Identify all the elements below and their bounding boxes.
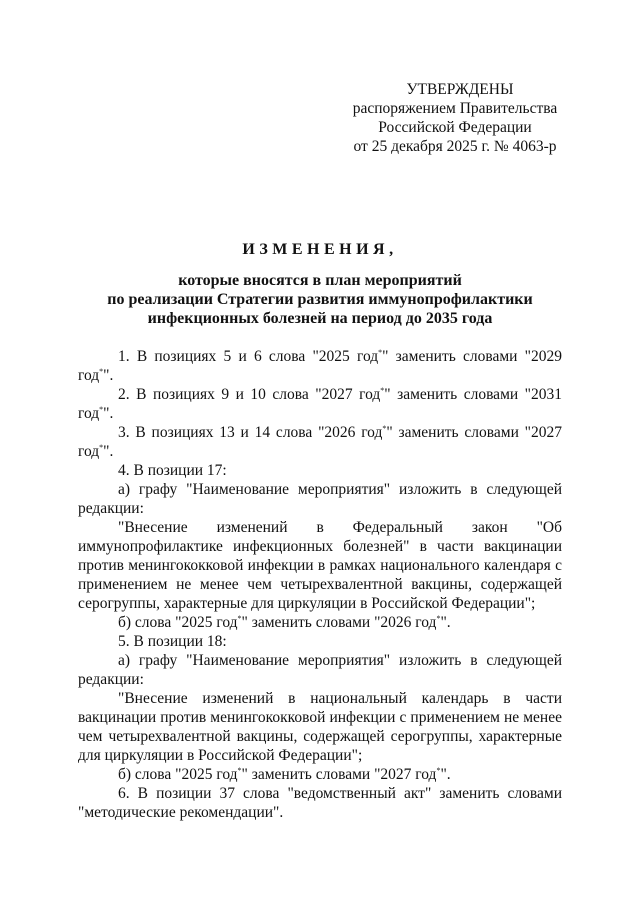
item-5-b-text-c: ". [440, 766, 451, 783]
item-2-text-a: 2. В позициях 9 и 10 слова "2027 год [118, 386, 381, 403]
item-5-b-text-a: б) слова "2025 год [118, 766, 238, 783]
item-4-a-quote: "Внесение изменений в Федеральный закон "Об иммунопрофилактике инфекционных болезней" в части вакцинации против менингококковой инфекции в рамках национального календаря с применением не менее чем четырехвалентной вакцины, содержащей серогруппы, характерные для циркуляции в Российской Федерации"; [78, 519, 562, 612]
item-4-b-text-c: ". [440, 614, 451, 631]
title-sub-2: по реализации Стратегии развития иммунопрофилактики [107, 291, 533, 308]
title-sub-3: инфекционных болезней на период до 2035 года [147, 310, 493, 327]
item-4: 4. В позиции 17: [118, 462, 227, 479]
footnote-mark: * [99, 404, 104, 414]
footnote-mark: * [436, 613, 441, 623]
footnote-mark: * [99, 366, 104, 376]
item-5-a-quote: "Внесение изменений в национальный календарь в части вакцинации против менингококковой инфекции с применением не менее чем четырехвалентной вакцины, содержащей серогруппы, характерные для циркуляции в Российской Федерации"; [78, 690, 562, 764]
item-3-text-c: ". [103, 443, 114, 460]
item-2-text-b: " заменить словами "2031 год [78, 386, 562, 422]
item-5-a: а) графу "Наименование мероприятия" изложить в следующей редакции: [78, 652, 562, 688]
item-4-b-text-a: б) слова "2025 год [118, 614, 238, 631]
footnote-mark: * [380, 385, 385, 395]
approval-block [340, 80, 570, 156]
footnote-mark: * [378, 347, 383, 357]
title-main: ИЗМЕНЕНИЯ, [242, 241, 398, 258]
item-5-b-text-b: " заменить словами "2027 год [241, 766, 437, 783]
footnote-mark: * [382, 423, 387, 433]
item-1-text-c: ". [103, 367, 114, 384]
item-5: 5. В позиции 18: [118, 633, 227, 650]
approval-heading: УТВЕРЖДЕНЫ [406, 81, 514, 98]
item-6: 6. В позиции 37 слова "ведомственный акт" заменить словами "методические рекомендации". [78, 785, 562, 821]
document-body [78, 347, 562, 822]
item-4-b-text-b: " заменить словами "2026 год [241, 614, 437, 631]
item-3-text-b: " заменить словами "2027 год [78, 424, 562, 460]
item-2 [78, 385, 562, 423]
approval-line-1: распоряжением Правительства [352, 100, 558, 117]
approval-line-3: от 25 декабря 2025 г. № 4063-р [353, 138, 557, 155]
item-4-b [78, 613, 562, 632]
footnote-mark: * [436, 765, 441, 775]
footnote-mark: * [99, 442, 104, 452]
item-3-text-a: 3. В позициях 13 и 14 слова "2026 год [118, 424, 383, 441]
item-5-b [78, 765, 562, 784]
item-3 [78, 423, 562, 461]
footnote-mark: * [237, 765, 242, 775]
title-sub-1: которые вносятся в план мероприятий [178, 272, 462, 289]
item-4-a: а) графу "Наименование мероприятия" изложить в следующей редакции: [78, 481, 562, 517]
item-1-text-a: 1. В позициях 5 и 6 слова "2025 год [118, 348, 379, 365]
item-1-text-b: " заменить словами "2029 год [78, 348, 562, 384]
document-title [60, 240, 580, 328]
item-1 [78, 347, 562, 385]
approval-line-2: Российской Федерации [378, 119, 532, 136]
item-2-text-c: ". [103, 405, 114, 422]
footnote-mark: * [237, 613, 242, 623]
